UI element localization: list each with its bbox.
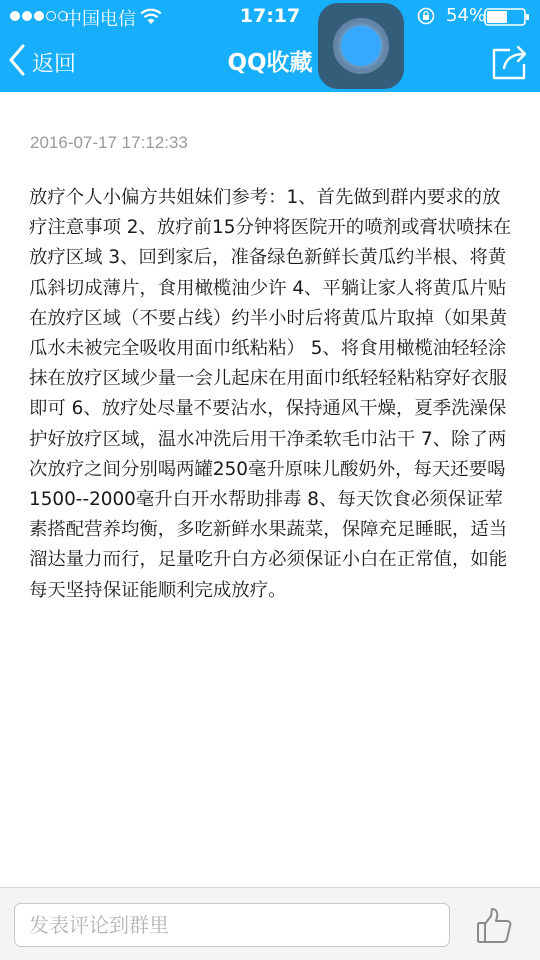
post-body: 放疗个人小偏方共姐妹们参考：1、首先做到群内要求的放疗注意事项 2、放疗前15分钟将医院开的喷剂或膏状喷抹在放疗区域 3、回到家后，准备绿色新鲜长黄瓜约半根、将黄瓜斜切成薄片，食用橄榄油少许 4、平躺让家人将黄瓜片贴在放疗区域（不要占线）约半小时后将黄瓜片取掉（如果黄瓜水未被完全吸收用面巾纸粘粘） 5、将食用橄榄油轻轻涂抹在放疗区域少量一会儿起床在用面巾纸轻轻粘粘穿好衣服即可 6、放疗处尽量不要沾水，保持通风干燥，夏季洗澡保护好放疗区域，温水冲洗后用干净柔软毛巾沾干 7、除了两次放疗之间分别喝两罐250毫升原味儿酸奶外，每天还要喝1500--2000毫升白开水帮助排毒 8、每天饮食必须保证荤素搭配营养均衡，多吃新鲜水果蔬菜，保障充足睡眠，适当溜达量力而行，足量吃升白方必须保证小白在正常值，如能每天坚持保证能顺利完成放疗。 bbox=[29, 187, 512, 601]
comment-input[interactable] bbox=[14, 903, 450, 947]
share-icon bbox=[490, 65, 530, 84]
comment-bar bbox=[0, 887, 540, 960]
battery-percent: 54% bbox=[446, 5, 487, 26]
like-button[interactable] bbox=[474, 906, 514, 946]
page-title: QQ收藏 bbox=[227, 50, 313, 76]
rotation-lock-icon bbox=[416, 7, 436, 30]
share-button[interactable] bbox=[490, 44, 530, 80]
navigation-bar bbox=[0, 32, 540, 92]
post-timestamp: 2016-07-17 17:12:33 bbox=[30, 133, 188, 152]
header bbox=[0, 0, 540, 92]
clock: 17:17 bbox=[239, 5, 301, 27]
thumbs-up-icon bbox=[474, 931, 514, 950]
favorite-content bbox=[0, 92, 540, 887]
status-bar bbox=[0, 0, 540, 32]
carrier-name: 中国电信 bbox=[64, 9, 136, 30]
back-label: 返回 bbox=[32, 51, 77, 77]
assistive-touch-button[interactable] bbox=[318, 3, 404, 89]
battery-icon bbox=[484, 8, 532, 31]
